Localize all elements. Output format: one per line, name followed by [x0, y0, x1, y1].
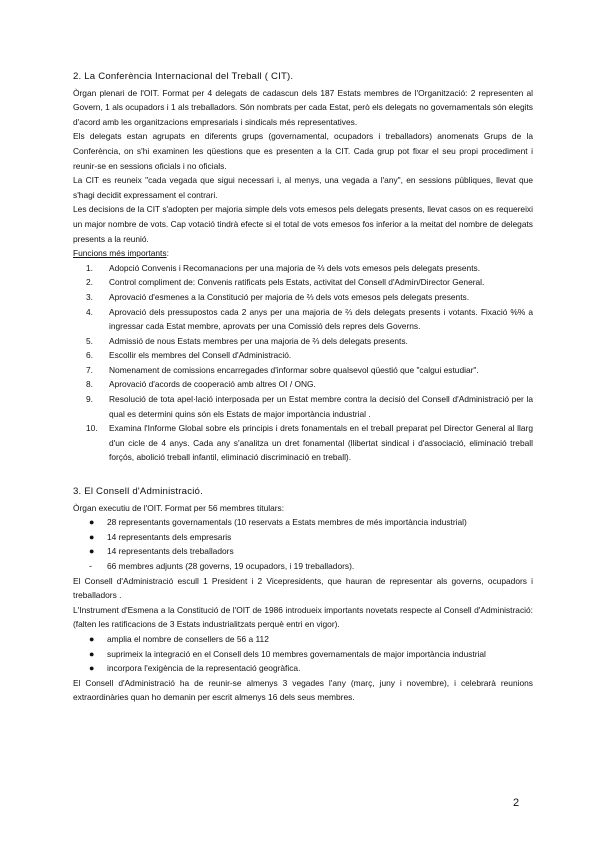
list-number: 6. — [86, 350, 93, 361]
list-text: 14 representants dels treballadors — [107, 546, 234, 557]
section-gap — [73, 465, 533, 485]
functions-title-text: Funcions més importants — [73, 248, 167, 259]
list-item — [73, 392, 533, 421]
list-text: Escollir els membres del Consell d'Administració. — [109, 350, 292, 361]
list-item — [73, 661, 533, 676]
bullet-icon: ● — [89, 648, 95, 659]
list-number: 3. — [86, 291, 93, 302]
list-text: Admissió de nous Estats membres per una majoria de ⅔ dels delegats presents. — [109, 335, 408, 346]
list-number: 5. — [86, 335, 93, 346]
paragraph: El Consell d'Administració ha de reunir-se almenys 3 vegades l'any (març, juny i novembre), i celebrarà reunions extraordinàries quan ho demanin per escrit almenys 16 dels seus membres. — [73, 677, 533, 703]
list-item — [73, 515, 533, 530]
list-number: 9. — [86, 394, 93, 405]
dash-icon: - — [89, 561, 92, 571]
list-text: Adopció Convenis i Recomanacions per una majoria de ⅔ dels vots emesos pels delegats presents. — [109, 262, 481, 273]
paragraph: Òrgan plenari de l'OIT. Format per 4 delegats de cadascun dels 187 Estats membres de l'Organització: 2 representen al Govern, 1 als ocupadors i 1 als treballadors. Són nombrats per cada Estat, però els delegats no governamentals són elegits d'acord amb les organitzacions empresarials i sindicals més representatives. — [73, 87, 533, 127]
list-text: suprimeix la integració en el Consell dels 10 membres governamentals de major importància industrial — [107, 648, 486, 659]
list-text: Resolució de tota apel·lació interposada per un Estat membre contra la decisió del Consell d'Administració per la qual es determini quins són els Estats de major importància industrial . — [109, 394, 533, 419]
list-item — [73, 530, 533, 545]
list-item — [73, 377, 533, 392]
list-number: 10. — [86, 423, 98, 434]
bullet-icon: ● — [89, 546, 95, 557]
list-number: 4. — [86, 306, 93, 317]
list-item — [73, 421, 533, 465]
list-number: 7. — [86, 364, 93, 375]
page-number: 2 — [513, 797, 520, 809]
list-text: Examina l'Informe Global sobre els principis i drets fonamentals en el treball preparat pel Director General al llarg d'un cicle de 4 anys. Cada any s'analitza un dret fonamental (llibertat sindical i d'associació, eliminació treball forçós, abolició treball infantil, eliminació discriminació en treball). — [109, 423, 533, 463]
list-item — [73, 334, 533, 349]
list-item — [73, 363, 533, 378]
list-number: 8. — [86, 379, 93, 390]
list-text: Nomenament de comissions encarregades d'informar sobre qualsevol qüestió que "calgui estudiar". — [109, 364, 479, 375]
bullet-icon: ● — [89, 531, 95, 542]
paragraph: Els delegats estan agrupats en diferents grups (governamental, ocupadors i treballadors) anomenats Grups de la Conferència, on s'hi examinen les qüestions que es presenten a la CIT. Cada grup pot fixar el seu propi procediment i reunir-se en sessions oficials i no oficials. — [73, 131, 533, 171]
list-number: 1. — [86, 262, 93, 273]
list-item — [73, 544, 533, 559]
list-text: Aprovació dels pressupostos cada 2 anys per una majoria de ⅔ dels delegats presents i votants. Fixació %% a ingressar cada Estat membre, aprovats per una Comissió dels repres dels Governs. — [109, 306, 533, 332]
list-item — [73, 261, 533, 276]
bullet-icon: ● — [89, 633, 95, 644]
list-number: 2. — [86, 277, 93, 288]
list-text: amplia el nombre de consellers de 56 a 112 — [107, 633, 269, 644]
section-heading-cit: 2. La Conferència Internacional del Treball ( CIT). — [73, 71, 294, 82]
functions-title — [73, 246, 533, 261]
section-heading-consell: 3. El Consell d'Administració. — [73, 486, 203, 498]
list-item — [73, 559, 533, 574]
list-item — [73, 305, 533, 334]
paragraph: El Consell d'Administració escull 1 President i 2 Vicepresidents, que hauran de representar als governs, ocupadors i treballadors . — [73, 575, 533, 601]
bullet-icon: ● — [89, 517, 95, 528]
list-text: 14 representants dels empresaris — [107, 531, 232, 542]
paragraph: Les decisions de la CIT s'adopten per majoria simple dels vots emesos pels delegats presents, llevat casos on es requereixi un major nombre de vots. Cap votació tindrà efecte si el total de vots emesos fos inferior a la meitat del nombre de delegats presents a la reunió. — [73, 204, 533, 244]
list-item — [73, 290, 533, 305]
members-list — [73, 515, 533, 573]
paragraph: La CIT es reuneix "cada vegada que sigui necessari i, al menys, una vegada a l'any", en sessions públiques, llevat que s'hagi decidit expressament el contrari. — [73, 175, 533, 200]
list-text: Control compliment de: Convenis ratificats pels Estats, activitat del Consell d'Admin/Director General. — [109, 277, 485, 288]
list-text: 28 representants governamentals (10 reservats a Estats membres de més importància industrial) — [107, 517, 467, 528]
functions-title-colon: : — [166, 248, 169, 259]
list-item — [73, 275, 533, 290]
paragraph: L'Instrument d'Esmena a la Constitució de l'OIT de 1986 introdueix importants novetats respecte al Consell d'Administració: (falten les ratificacions de 3 Estats industrialitzats perquè entri en vigor). — [73, 604, 533, 630]
list-text: Aprovació d'acords de cooperació amb altres OI / ONG. — [109, 379, 316, 390]
list-text: 66 membres adjunts (28 governs, 19 ocupadors, i 19 treballadors). — [107, 561, 355, 571]
amendment-list — [73, 632, 533, 676]
list-text: Aprovació d'esmenes a la Constitució per majoria de ⅔ dels vots emesos pels delegats presents. — [109, 291, 470, 302]
list-item — [73, 632, 533, 647]
list-text: incorpora l'exigència de la representació geogràfica. — [107, 663, 301, 674]
functions-list — [73, 261, 533, 465]
bullet-icon: ● — [89, 663, 95, 674]
list-item — [73, 348, 533, 363]
document-page — [73, 70, 533, 705]
paragraph: Òrgan executiu de l'OIT. Format per 56 membres titulars: — [73, 502, 285, 513]
list-item — [73, 647, 533, 662]
